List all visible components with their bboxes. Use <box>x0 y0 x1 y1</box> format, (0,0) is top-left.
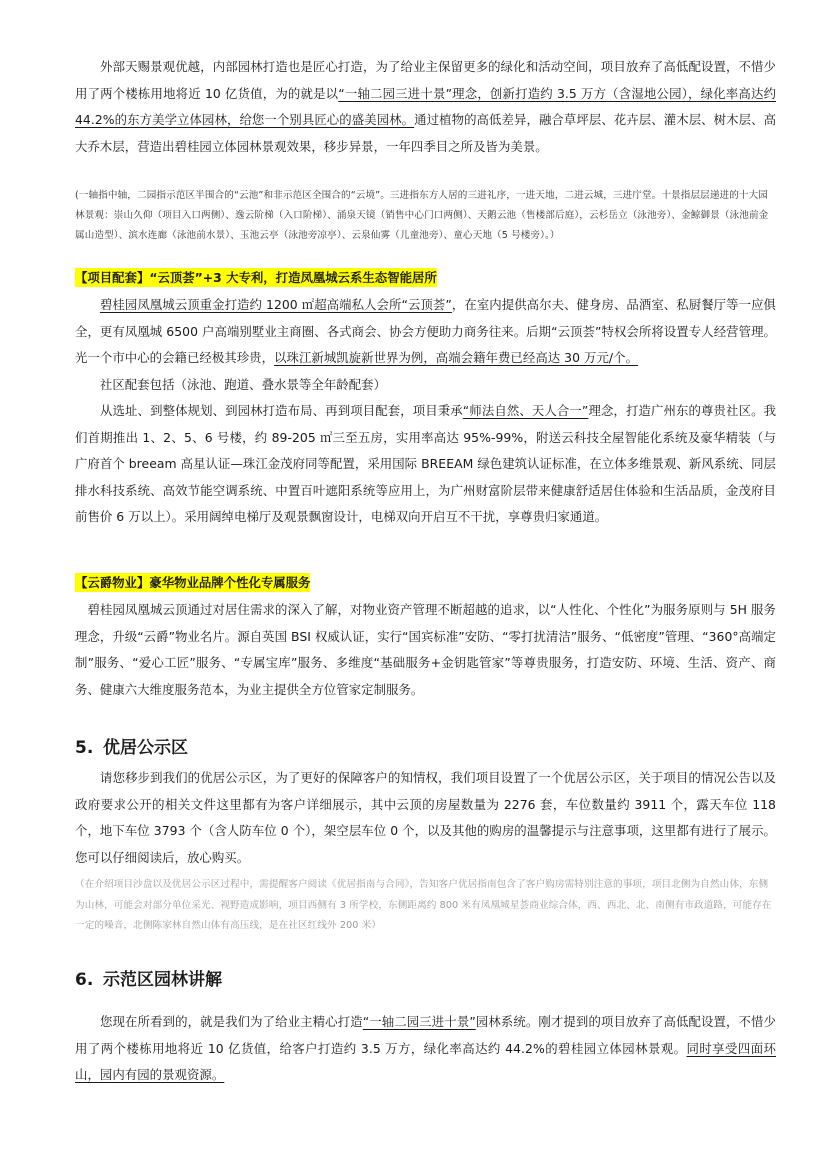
section-6 <box>75 965 776 1089</box>
club-tag-line <box>75 266 776 290</box>
underlined-text: 碧桂园凤凰城云顶重金打造约 1200 ㎡超高端私人会所“云顶荟” <box>99 297 452 312</box>
property-paragraph <box>75 597 776 703</box>
underlined-text: “一轴二园三进十景”理念，创新打造约 3.5 万方（含湿地公园），绿化率高达约 44.2%的东方美学立体园林，给您一个别具匠心的盛美园林。 <box>75 85 777 127</box>
club-paragraph-2 <box>75 372 776 399</box>
section-title: 示范区园林讲解 <box>103 970 222 990</box>
section-5 <box>75 733 776 937</box>
section-6-paragraph <box>75 1009 776 1089</box>
section-6-heading <box>75 965 776 995</box>
text-run: 从选址、到整体规划、到园林打造布局、再到项目配套，项目秉承 <box>100 403 463 418</box>
club-tag: 【项目配套】“云顶荟”+3 大专利，打造凤凰城云系生态智能居所 <box>75 270 437 285</box>
text-run: ，在室内提供高尔夫、健身房、品酒室、私厨餐厅等一应俱全，更有凤凰城 6500 户高端别墅业主商圈、各式商会、协会方便助力商务往来。后期“云顶荟”特权会所将设置专人经营管理。光一个市中心的会籍已经极其珍贵， <box>75 297 776 365</box>
text-run: 社区配套包括（泳池、跑道、叠水景等全年龄配套） <box>99 376 387 392</box>
underlined-text: “一轴二园三进十景” <box>362 1014 476 1029</box>
property-tag: 【云爵物业】豪华物业品牌个性化专属服务 <box>75 575 311 590</box>
underlined-text: “师法自然、天人合一” <box>462 403 589 418</box>
section-club <box>75 266 776 531</box>
text-run: 外部天赐景观优越，内部园林打造也是匠心打造，为了给业主保留更多的绿化和活动空间，项目放弃了高低配设置，不惜少用了两个楼栋用地将近 10 亿货值，为的就是以 <box>75 59 776 101</box>
section-number: 6. <box>75 970 94 990</box>
text-run: 通过植物的高低差异，融合草坪层、花卉层、灌木层、树木层、高大乔木层，营造出碧桂园立体园林景观效果，移步异景，一年四季目之所及皆为美景。 <box>75 112 777 154</box>
text-run: 您现在所看到的，就是我们为了给业主精心打造 <box>100 1014 363 1029</box>
underlined-text: 同时享受四面环山，园内有园的景观资源。 <box>75 1040 776 1082</box>
section-5-heading <box>75 733 776 763</box>
garden-intro <box>75 54 776 160</box>
text-run: 理念，打造广州东的尊贵社区。我们首期推出 1、2、5、6 号楼，约 89-205 ㎡三至五房，实用率高达 95%-99%，附送云科技全屋智能化系统及豪华精装（与广府首个 breeam 高星认证—珠江金茂府同等配置，采用国际 BREEAM 绿色建筑认证标准，在立体多维景观、新风系统、同层排水科技系统、高效节能空调系统、中置百叶遮阳系统等应用上，为广州财富阶层带来健康舒适居住体验和生活品质，金茂府目前售价 6 万以上）。采用阔绰电梯厅及观景飘窗设计，电梯双向开启互不干扰，享尊贵归家通道。 <box>75 403 777 524</box>
text-run: 园林系统。刚才提到的项目放弃了高低配设置，不惜少用了两个楼栋用地将近 10 亿货值，给客户打造约 3.5 万方，绿化率高达约 44.2%的碧桂园立体园林景观。 <box>75 1014 776 1056</box>
text-run: 请您移步到我们的优居公示区，为了更好的保障客户的知情权，我们项目设置了一个优居公示区，关于项目的情况公告以及政府要求公开的相关文件这里都有为客户详细展示，其中云顶的房屋数量为 2276 套，车位数量约 3911 个，露天车位 118 个，地下车位 3793 个（含人防车位 0 个），架空层车位 0 个，以及其他的购房的温馨提示与注意事项，这里都有进行了展示。您可以仔细阅读后，放心购买。 <box>75 770 776 865</box>
club-paragraph-1 <box>75 292 776 372</box>
section-5-paragraph <box>75 765 776 871</box>
text-run: 碧桂园凤凰城云顶通过对居住需求的深入了解，对物业资产管理不断超越的追求，以“人性化、个性化”为服务原则与 5H 服务理念，升级“云爵”物业名片。源自英国 BSI 权威认证，实行“国宾标准”安防、“零打扰清洁”服务、“低密度”管理、“360°高端定制”服务、“爱心工匠”服务、“专属宝库”服务、多维度“基础服务+金钥匙管家”等尊贵服务，打造安防、环境、生活、资产、商务、健康六大维度服务范本，为业主提供全方位管家定制服务。 <box>75 602 776 697</box>
garden-note-text: (一轴指中轴，二园指示范区半围合的“云池”和非示范区全围合的“云境”。三进指东方人居的三进礼序，一进天地，二进云城，三进庁堂。十景指层层递进的十大园林景观：崇山久仰（项目入口两侧）、逸云阶梯（入口阶梯）、涌泉天镜（销售中心门口两侧）、天鹅云池（售楼部后庭），云杉岳立（泳池旁）、金鲸御景（泳池前金属山造型）、滨水连廊（泳池前水景）、玉池云亭（泳池旁凉亭）、云泉仙雾（儿童池旁）、童心天地（5 号楼旁）。） <box>75 190 769 241</box>
garden-note <box>75 186 776 246</box>
property-tag-line <box>75 571 776 595</box>
section-property <box>75 571 776 703</box>
underlined-text: 以珠江新城凯旋新世界为例，高端会籍年费已经高达 30 万元/个。 <box>274 350 639 365</box>
club-paragraph-3 <box>75 398 776 531</box>
section-5-note: （在介绍项目沙盘以及优居公示区过程中，需提醒客户阅读《优居指南与合同》，告知客户优居指南包含了客户购房需特别注意的事项，项目北侧为自然山体，东侧为山林，可能会对部分单位采光、视野造成影响，项目西侧有 3 所学校，东侧距离约 800 米有凤凰城星荟商业综合体，西、西北、北、南侧有市政道路，可能存在一定的噪音，北侧陈家林自然山体有高压线，是在社区红线外 200 米） <box>75 879 772 931</box>
section-title: 优居公示区 <box>103 738 188 758</box>
garden-intro-paragraph <box>75 54 776 160</box>
section-number: 5. <box>75 738 94 758</box>
